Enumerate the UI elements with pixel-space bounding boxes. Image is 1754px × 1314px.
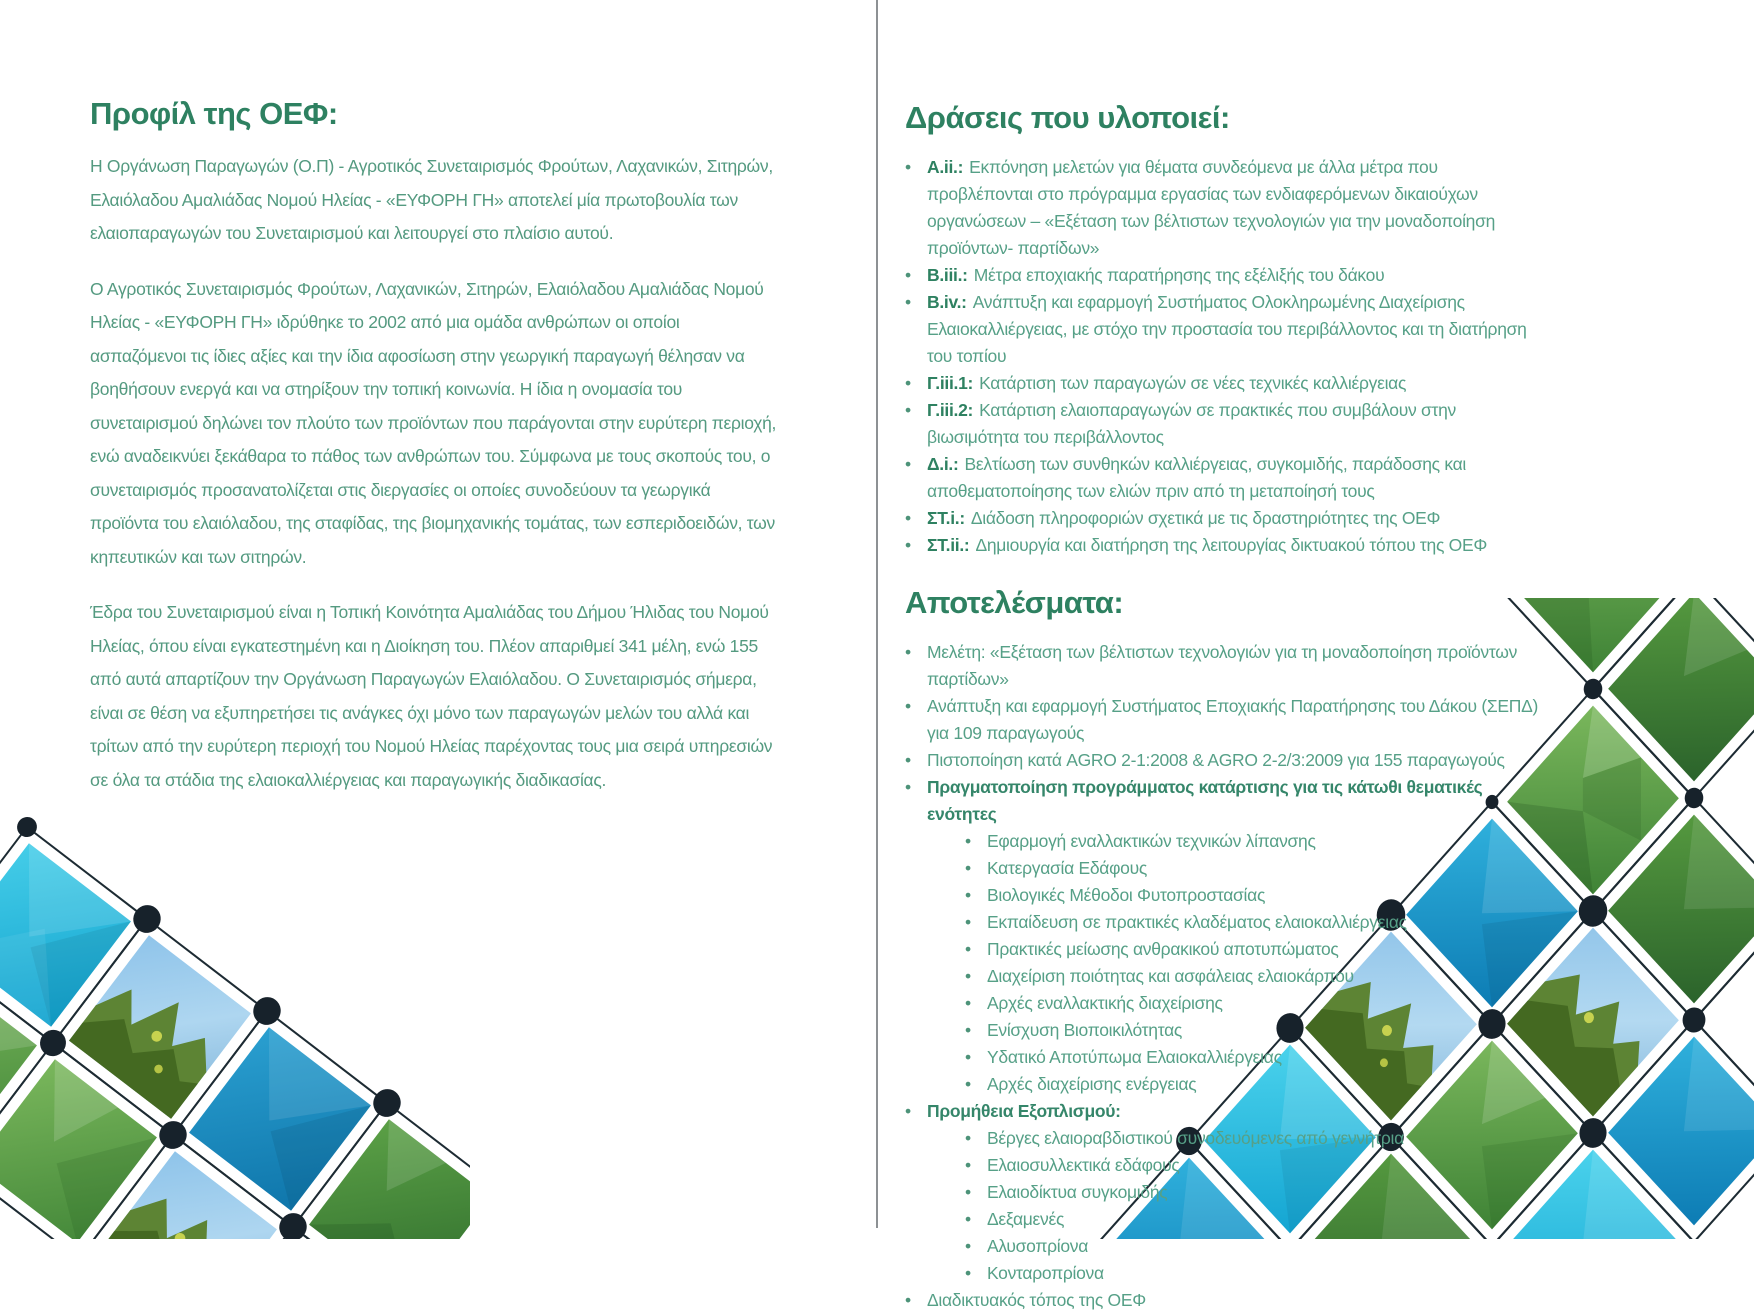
action-code: Δ.i.: bbox=[927, 454, 959, 474]
mosaic-tiles bbox=[0, 843, 470, 1239]
action-text: Κατάρτιση ελαιοπαραγωγών σε πρακτικές που συμβάλουν στην βιωσιμότητα του περιβάλλοντος bbox=[927, 400, 1457, 447]
training-item: • Υδατικό Αποτύπωμα Ελαιοκαλλιέργειας bbox=[965, 1044, 1545, 1071]
training-item: • Ενίσχυση Βιοποικιλότητας bbox=[965, 1017, 1545, 1044]
action-text: Διάδοση πληροφοριών σχετικά με τις δραστηριότητες της ΟΕΦ bbox=[970, 508, 1441, 528]
equipment-item: • Κονταροπρίονα bbox=[965, 1260, 1545, 1287]
action-item bbox=[905, 370, 1545, 397]
action-code: Γ.iii.1: bbox=[927, 373, 974, 393]
action-text: Βελτίωση των συνθηκών καλλιέργειας, συγκομιδής, παράδοσης και αποθεματοποίησης των ελιών πριν από τη μεταποίησή τους bbox=[927, 454, 1466, 501]
action-code: ΣΤ.i.: bbox=[927, 508, 965, 528]
equipment-item: • Ελαιοδίκτυα συγκομιδής bbox=[965, 1179, 1545, 1206]
actions-heading: Δράσεις που υλοποιεί: bbox=[905, 100, 1230, 135]
action-text: Εκπόνηση μελετών για θέματα συνδεόμενα με άλλα μέτρα που προβλέπονται στο πρόγραμμα εργασίας των ενδιαφερόμενων δικαιούχων οργανώσεων – «Εξέταση των βέλτιστων τεχνολογιών για την μοναδοποίηση προϊόντων- παρτίδων» bbox=[927, 157, 1496, 258]
equipment-sublist bbox=[965, 1125, 1545, 1287]
training-item: • Εφαρμογή εναλλακτικών τεχνικών λίπανσης bbox=[965, 828, 1545, 855]
action-item bbox=[905, 532, 1545, 559]
result-item-training: • Πραγματοποίηση προγράμματος κατάρτισης για τις κάτωθι θεματικές ενότητες bbox=[905, 774, 1545, 828]
action-item bbox=[905, 289, 1545, 370]
training-item: • Πρακτικές μείωσης ανθρακικού αποτυπώματος bbox=[965, 936, 1545, 963]
training-item: • Αρχές εναλλακτικής διαχείρισης bbox=[965, 990, 1545, 1017]
result-item-website: • Διαδικτυακός τόπος της ΟΕΦ bbox=[905, 1287, 1545, 1314]
profile-paragraph: Έδρα του Συνεταιρισμού είναι η Τοπική Κοινότητα Αμαλιάδας του Δήμου Ήλιδας του Νομού Ηλείας, όπου είναι εγκατεστημένη και η Διοίκηση του. Πλέον απαριθμεί 341 μέλη, ενώ 155 από αυτά απαρτίζουν την Οργάνωση Παραγωγών Ελαιόλαδου. Ο Συνεταιρισμός σήμερα, είναι σε θέση να εξυπηρετήσει τις ανάγκες όχι μόνο των παραγωγών μελών του αλλά και τρίτων από την ευρύτερη περιοχή του Νομού Ηλείας παρέχοντας τους μια σειρά υπηρεσιών σε όλα τα στάδια της ελαιοκαλλιέργειας και παραγωγικής διαδικασίας. bbox=[90, 602, 773, 790]
profile-paragraph: Ο Αγροτικός Συνεταιρισμός Φρούτων, Λαχανικών, Σιτηρών, Ελαιόλαδου Αμαλιάδας Νομού Ηλείας - «ΕΥΦΟΡΗ ΓΗ» ιδρύθηκε το 2002 από μια ομάδα ανθρώπων οι οποίοι ασπαζόμενοι τις ίδιες αξίες και την ίδια αφοσίωση στην γεωργική παραγωγή θέλησαν να βοηθήσουν ενεργά και να στηρίξουν την τοπική κοινωνία. Η ίδια η ονομασία του συνεταιρισμού δηλώνει τον πλούτο των προϊόντων που παράγονται στην ευρύτερη περιοχή, ενώ αναδεικνύει ξεκάθαρα το πάθος των ανθρώπων του. Σύμφωνα με τους σκοπούς του, ο συνεταιρισμός προσανατολίζεται στις διεργασίες οι οποίες συνοδεύουν τα γεωργικά προϊόντα του ελαιόλαδου, της σταφίδας, της βιομηχανικής τομάτας, των εσπεριδοειδών, των κηπευτικών και των σιτηρών. bbox=[90, 278, 777, 567]
equipment-item: • Ελαιοσυλλεκτικά εδάφους bbox=[965, 1152, 1545, 1179]
results-heading: Αποτελέσματα: bbox=[905, 585, 1124, 620]
action-item bbox=[905, 397, 1545, 451]
page-divider bbox=[876, 0, 878, 1228]
equipment-item: • Αλυσοπρίονα bbox=[965, 1233, 1545, 1260]
action-text: Μέτρα εποχιακής παρατήρησης της εξέλιξής του δάκου bbox=[973, 265, 1385, 285]
result-item-equipment: • Προμήθεια Εξοπλισμού: bbox=[905, 1098, 1545, 1125]
training-sublist bbox=[965, 828, 1545, 1098]
action-text: Δημιουργία και διατήρηση της λειτουργίας δικτυακού τόπου της ΟΕΦ bbox=[975, 535, 1488, 555]
action-text: Κατάρτιση των παραγωγών σε νέες τεχνικές καλλιέργειας bbox=[979, 373, 1407, 393]
result-item: • Μελέτη: «Εξέταση των βέλτιστων τεχνολογιών για τη μοναδοποίηση προϊόντων παρτίδων» bbox=[905, 639, 1545, 693]
action-item bbox=[905, 451, 1545, 505]
profile-heading: Προφίλ της ΟΕΦ: bbox=[90, 96, 338, 131]
training-item: • Αρχές διαχείρισης ενέργειας bbox=[965, 1071, 1545, 1098]
equipment-item: • Βέργες ελαιοραβδιστικού συνοδευόμενες από γεννήτρια bbox=[965, 1125, 1545, 1152]
training-item: • Διαχείριση ποιότητας και ασφάλειας ελαιοκάρπου bbox=[965, 963, 1545, 990]
profile-paragraph: Η Οργάνωση Παραγωγών (Ο.Π) - Αγροτικός Συνεταιρισμός Φρούτων, Λαχανικών, Σιτηρών, Ελαιόλαδου Αμαλιάδας Νομού Ηλείας - «ΕΥΦΟΡΗ ΓΗ» αποτελεί μία πρωτοβουλία των ελαιοπαραγωγών του Συνεταιρισμού και λειτουργεί στο πλαίσιο αυτού. bbox=[90, 156, 773, 243]
result-item: • Ανάπτυξη και εφαρμογή Συστήματος Εποχιακής Παρατήρησης του Δάκου (ΣΕΠΔ) για 109 παραγωγούς bbox=[905, 693, 1545, 747]
action-code: Γ.iii.2: bbox=[927, 400, 974, 420]
action-code: A.ii.: bbox=[927, 157, 964, 177]
action-code: ΣΤ.ii.: bbox=[927, 535, 970, 555]
action-item bbox=[905, 262, 1545, 289]
action-item bbox=[905, 154, 1545, 262]
training-item: • Κατεργασία Εδάφους bbox=[965, 855, 1545, 882]
result-item: • Πιστοποίηση κατά AGRO 2-1:2008 & AGRO 2-2/3:2009 για 155 παραγωγούς bbox=[905, 747, 1545, 774]
training-item: • Εκπαίδευση σε πρακτικές κλαδέματος ελαιοκαλλιέργειας bbox=[965, 909, 1545, 936]
training-item: • Βιολογικές Μέθοδοι Φυτοπροστασίας bbox=[965, 882, 1545, 909]
right-page bbox=[905, 100, 1545, 1314]
action-item bbox=[905, 505, 1545, 532]
left-page bbox=[90, 96, 780, 819]
equipment-item: • Δεξαμενές bbox=[965, 1206, 1545, 1233]
action-text: Ανάπτυξη και εφαρμογή Συστήματος Ολοκληρωμένης Διαχείρισης Ελαιοκαλλιέργειας, με στόχο την προστασία του περιβάλλοντος και τη διατήρηση του τοπίου bbox=[927, 292, 1527, 366]
action-code: B.iv.: bbox=[927, 292, 967, 312]
action-code: B.iii.: bbox=[927, 265, 968, 285]
